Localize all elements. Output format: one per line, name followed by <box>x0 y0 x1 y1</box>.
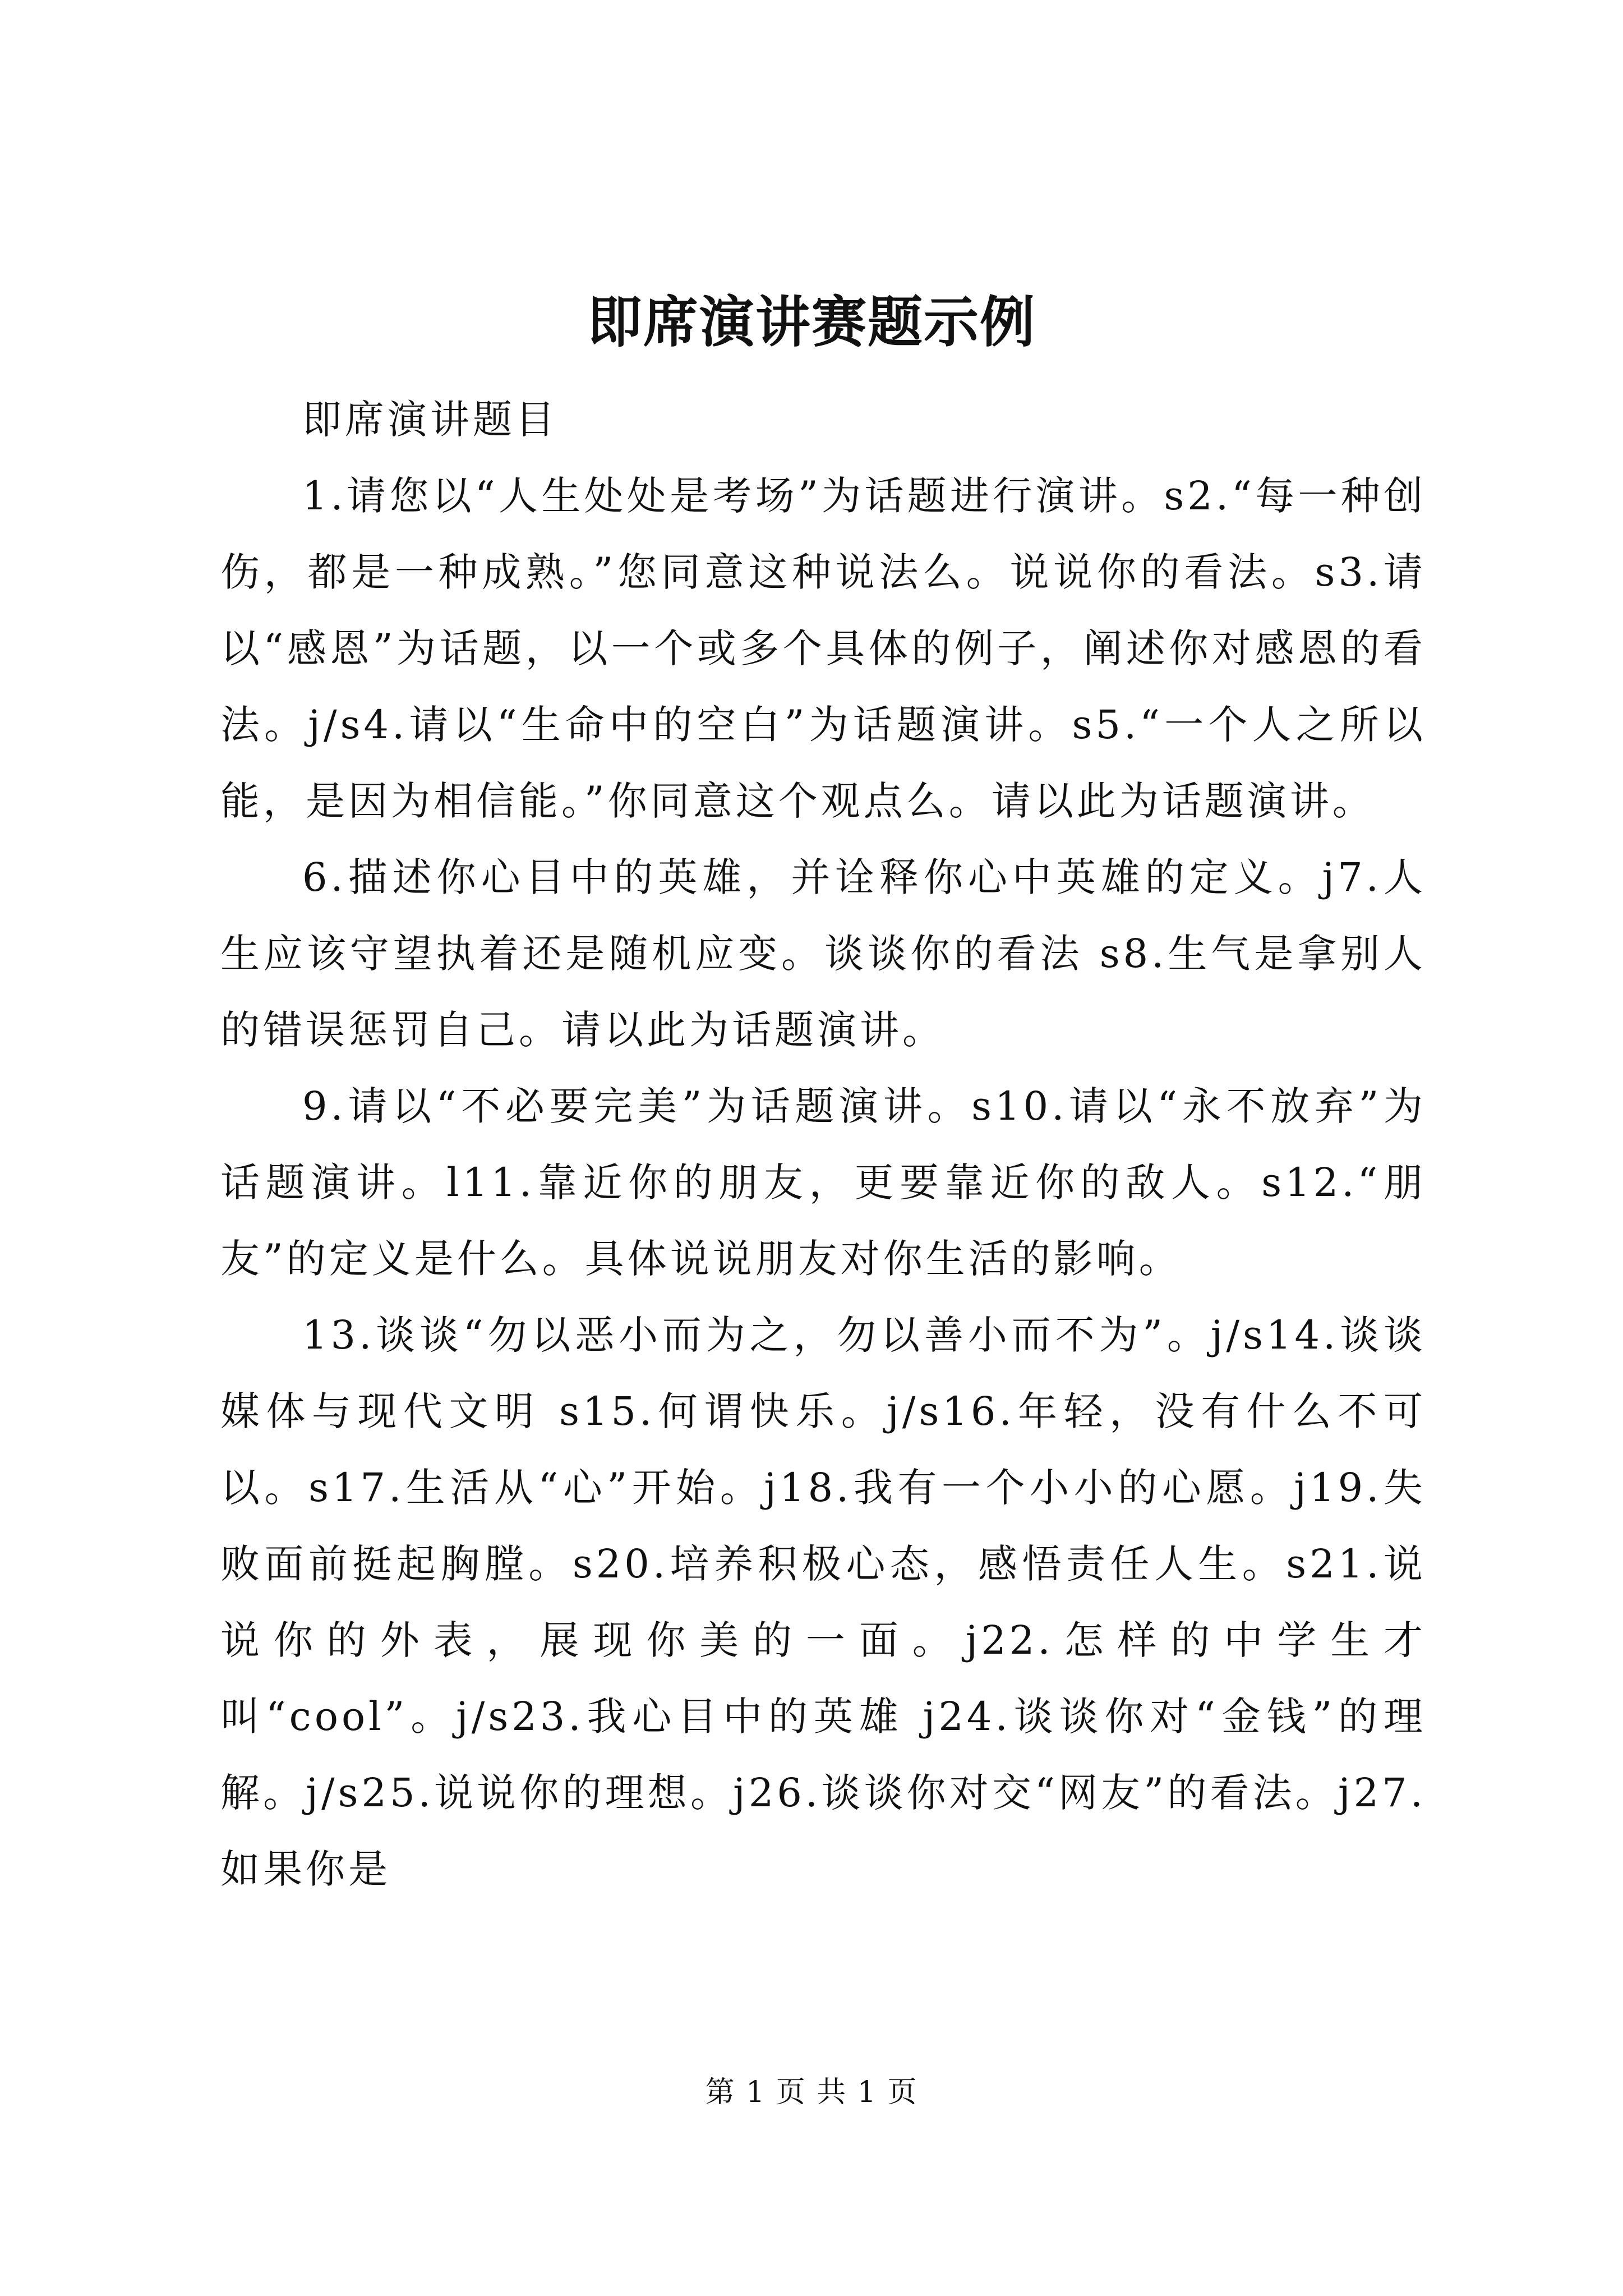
page-number-footer: 第 1 页 共 1 页 <box>705 2076 918 2109</box>
page-title: 即席演讲赛题示例 <box>587 290 1036 355</box>
paragraph-heading: 即席演讲题目 <box>302 397 558 443</box>
paragraph: 6.描述你心目中的英雄，并诠释你心中英雄的定义。j7.人生应该守望执着还是随机应变。谈谈你的看法 s8.生气是拿别人的错误惩罚自己。请以此为话题演讲。 <box>220 854 1426 1053</box>
paragraph: 13.谈谈“勿以恶小而为之，勿以善小而不为”。j/s14.谈谈媒体与现代文明 s15.何谓快乐。j/s16.年轻，没有什么不可以。s17.生活从“心”开始。j18.我有一个小小的心愿。j19.失败面前挺起胸膛。s20.培养积极心态，感悟责任人生。s21.说说你的外表，展现你美的一面。j22.怎样的中学生才叫“cool”。j/s23.我心目中的英雄 j24.谈谈你对“金钱”的理解。j/s25.说说你的理想。j26.谈谈你对交“网友”的看法。j27.如果你是 <box>220 1312 1426 1892</box>
document-body <box>220 381 1426 1907</box>
paragraph: 1.请您以“人生处处是考场”为话题进行演讲。s2.“每一种创伤，都是一种成熟。”您同意这种说法么。说说你的看法。s3.请以“感恩”为话题，以一个或多个具体的例子，阐述你对感恩的看法。j/s4.请以“生命中的空白”为话题演讲。s5.“一个人之所以能，是因为相信能。”你同意这个观点么。请以此为话题演讲。 <box>220 473 1426 824</box>
paragraph: 9.请以“不必要完美”为话题演讲。s10.请以“永不放弃”为话题演讲。l11.靠近你的朋友，更要靠近你的敌人。s12.“朋友”的定义是什么。具体说说朋友对你生活的影响。 <box>220 1083 1426 1282</box>
